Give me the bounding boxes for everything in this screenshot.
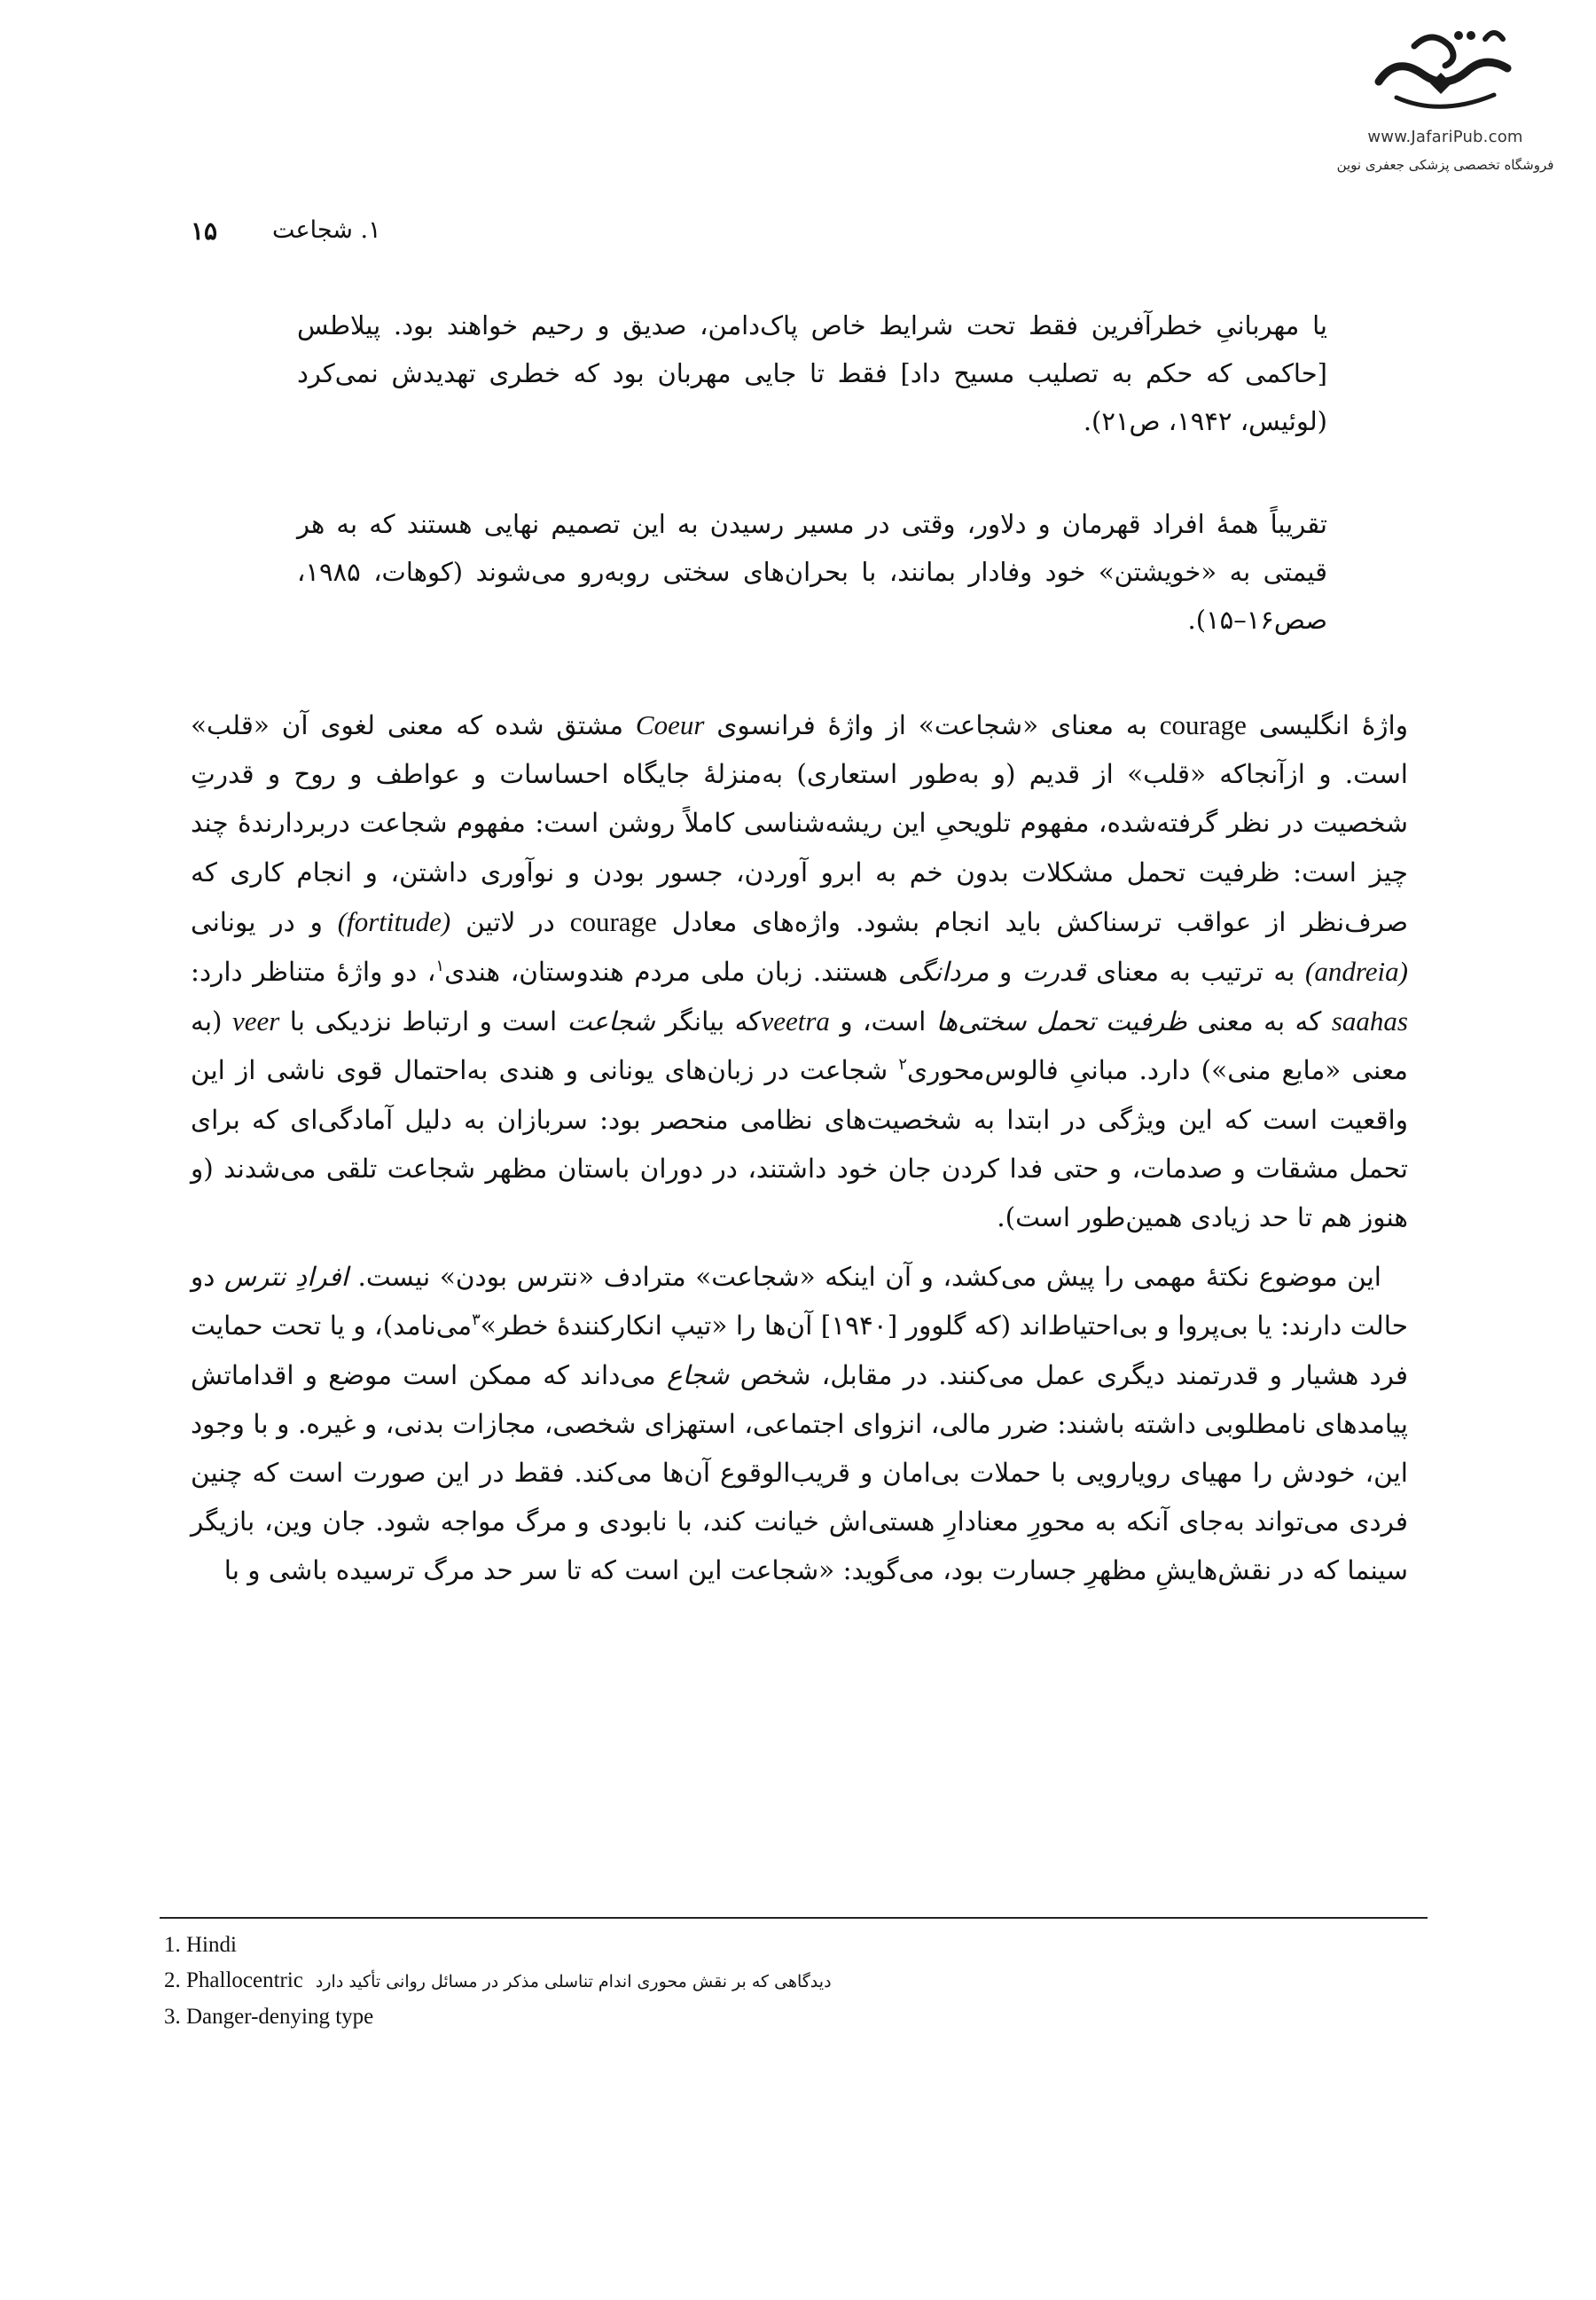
latin-term: saahas — [1331, 1005, 1408, 1037]
running-header — [191, 207, 1408, 252]
footnote-ref-3: ۳ — [472, 1310, 481, 1330]
calligraphy-logo-icon — [1361, 20, 1530, 126]
footnote-2: 2. Phallocentric دیدگاهی که بر نقش محوری اندام تناسلی مذکر در مسائل روانی تأکید دارد — [164, 1968, 832, 1992]
footnote-divider — [160, 1917, 1428, 1919]
footnote-3: 3. Danger-denying type — [164, 2005, 374, 2029]
chapter-title: ۱. شجاعت — [272, 216, 381, 244]
latin-term: (fortitude) — [337, 905, 451, 937]
footnote-2-persian: دیدگاهی که بر نقش محوری اندام تناسلی مذکر در مسائل روانی تأکید دارد — [315, 1972, 832, 1991]
footnote-1: 1. Hindi — [164, 1933, 237, 1957]
latin-term: veer — [231, 1005, 280, 1037]
block-quote-lewis: یا مهربانیِ خطرآفرین فقط تحت شرایط خاص پاک‌دامن، صدیق و رحیم خواهند بود. پیلاطس [حاکمی که حکم به تصلیب مسیح داد] فقط تا جایی مهربان بود که خطری تهدیدش نمی‌کرد (لوئیس، ۱۹۴۲، ص۲۱). — [297, 310, 1327, 436]
latin-term: courage — [1159, 709, 1247, 740]
paragraph-fearlessness: این موضوع نکتهٔ مهمی را پیش می‌کشد، و آن اینکه «شجاعت» مترادف «نترس بودن» نیست. افرادِ نترس دو حالت دارند: یا بی‌پروا و بی‌احتیاط‌اند (که گلوور [۱۹۴۰] آن‌ها را «تیپ انکارکنندهٔ خطر»$^۳$می‌نامد)، و یا تحت حمایت فرد هشیار و قدرتمند دیگری عمل می‌کنند. در مقابل، شخص شجاع می‌داند که ممکن است موضع و اقداماتش پیامدهای نامطلوبی داشته باشند: ضرر مالی، انزوای اجتماعی، استهزای شخصی، مجازات بدنی، و غیره. و با وجود این، خودش را مهیای رویارویی با حملات بی‌امان و قریب‌الوقوع آن‌ها می‌کند. فقط در این صورت است که چنین فردی می‌تواند به‌جای آنکه به محورِ معنادارِ هستی‌اش خیانت کند، با نابودی و مرگ مواجه شود. جان وین، بازیگر سینما که در نقش‌هایشِ مظهرِ جسارت بود، می‌گوید: «شجاعت این است که تا سر حد مرگ ترسیده باشی و با — [191, 1262, 1408, 1586]
footnote-ref-2: ۲ — [898, 1055, 908, 1075]
latin-term: (andreia) — [1305, 956, 1408, 988]
body-text — [191, 700, 1408, 1607]
logo-url: www.JafariPub.com — [1367, 128, 1523, 146]
paragraph-etymology: واژهٔ انگلیسی courage به معنای «شجاعت» از واژهٔ فرانسوی Coeur مشتق شده که معنی لغوی آن «قلب» است. و ازآنجاکه «قلب» از قدیم (و به‌طور استعاری) به‌منزلهٔ جایگاه احساسات و عواطف و روح و قدرتِ شخصیت در نظر گرفته‌شده، مفهوم تلویحیِ این ریشه‌شناسی کاملاً روشن است: مفهوم شجاعت دربردارندهٔ چند چیز است: ظرفیت تحمل مشکلات بدون خم به ابرو آوردن، جسور بودن و نوآوری داشتن، و انجام کاری که صرف‌نظر از عواقب ترسناکش باید انجام بشود. واژه‌های معادل courage در لاتین (fortitude) و در یونانی (andreia) به ترتیب به معنای قدرت و مردانگی هستند. زبان ملی مردم هندوستان، هندی$^۱$، دو واژهٔ متناظر دارد: saahas که به معنی ظرفیت تحمل سختی‌ها است، و veetraکه بیانگر شجاعت است و ارتباط نزدیکی با veer (به معنی «مایع منی») دارد. مبانیِ فالوس‌محوری$^۲$ شجاعت در زبان‌های یونانی و هندی به‌احتمال قوی ناشی از این واقعیت است که این ویژگی در ابتدا به شخصیت‌های نظامی منحصر بود: سربازان به دلیل آمادگی‌ای که برای تحمل مشقات و صدمات، و حتی فدا کردن جان خود داشتند، در دوران باستان مظهر شجاعت تلقی می‌شدند (و هنوز هم تا حد زیادی همین‌طور است). — [191, 709, 1408, 1233]
page-number: ۱۵ — [191, 216, 218, 246]
logo-tagline: فروشگاه تخصصی پزشکی جعفری نوین — [1336, 157, 1554, 173]
latin-term: courage — [569, 905, 657, 937]
footnote-ref-1: ۱ — [435, 957, 445, 976]
footnotes — [164, 1928, 1317, 2035]
block-quote-kohut: تقریباً همهٔ افراد قهرمان و دلاور، وقتی در مسیر رسیدن به این تصمیم نهایی هستند که به هر قیمتی به «خویشتن» خود وفادار بمانند، با بحران‌های سختی روبه‌رو می‌شوند (کوهات، ۱۹۸۵، صص۱۶–۱۵). — [297, 509, 1327, 635]
latin-term: Coeur — [635, 709, 705, 740]
latin-term: veetra — [761, 1005, 830, 1037]
publisher-logo — [1312, 20, 1578, 175]
